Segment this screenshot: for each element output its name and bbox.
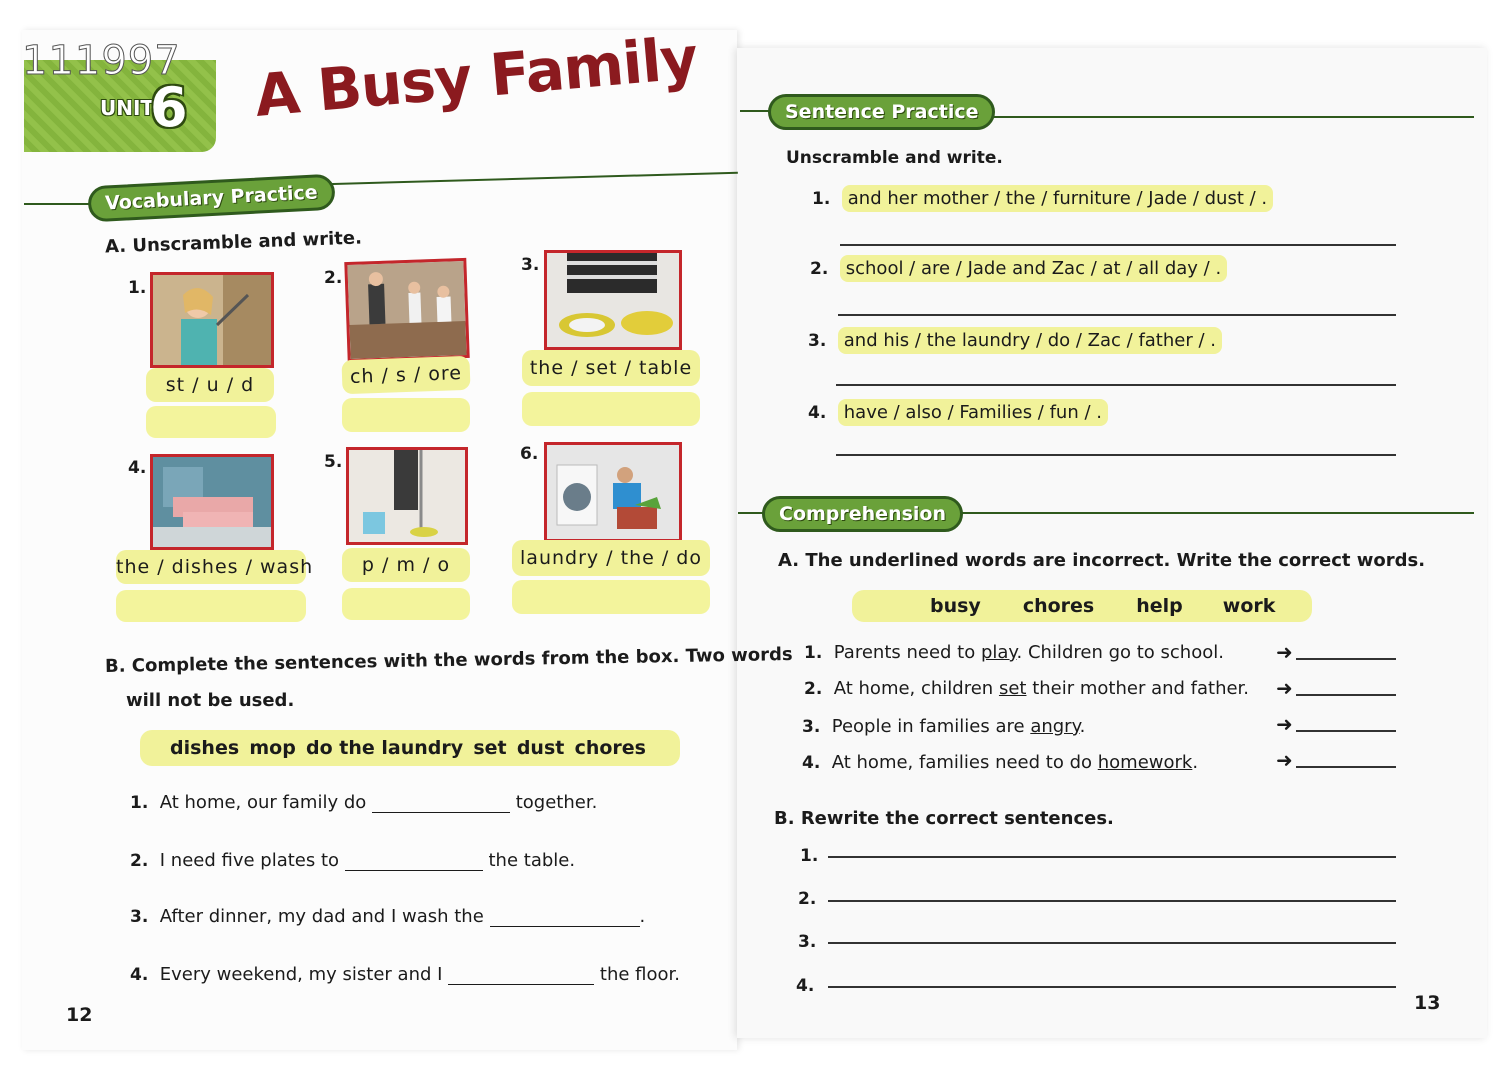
scramble-pill: the / dishes / wash	[116, 550, 306, 584]
word-box-item: do the laundry	[306, 737, 464, 759]
page-number-right: 13	[1414, 992, 1441, 1014]
item-number: 1.	[804, 643, 823, 663]
blank-field[interactable]	[372, 794, 510, 813]
write-line[interactable]	[838, 314, 1396, 316]
comprehension-sentence	[804, 642, 1224, 663]
sentence-number: 1.	[130, 793, 149, 813]
section-rule	[962, 116, 1474, 118]
write-line[interactable]	[840, 244, 1396, 246]
item-number: 2.	[810, 259, 829, 279]
item-number: 4.	[802, 753, 821, 773]
sentence-text: People in families are	[831, 716, 1031, 737]
vocabulary-practice-header: Vocabulary Practice	[87, 174, 335, 223]
blank-field[interactable]	[448, 966, 594, 985]
answer-line[interactable]	[1296, 694, 1396, 696]
section-rule	[740, 110, 770, 112]
unscramble-item	[808, 402, 1108, 423]
unscramble-item	[808, 330, 1222, 351]
photo-wash-dishes	[150, 454, 274, 550]
scramble-pill: p / m / o	[342, 548, 470, 582]
photo-mop	[346, 447, 468, 545]
page-title: A Busy Family	[252, 23, 700, 131]
sentence-text: . Children go to school.	[1016, 642, 1224, 663]
page-number-left: 12	[66, 1004, 93, 1026]
word-box-item: help	[1136, 595, 1183, 617]
sentence-text: I need five plates to	[159, 850, 340, 871]
sentence-line	[130, 964, 680, 985]
photo-set-table	[544, 250, 682, 350]
write-line[interactable]	[836, 384, 1396, 386]
sentence-number: 4.	[130, 965, 149, 985]
comprehension-sentence	[802, 716, 1085, 737]
word-box-item: dust	[516, 737, 565, 759]
item-number: 4.	[128, 458, 147, 478]
unit-label: UNIT	[100, 96, 155, 120]
part-b-heading-cont: will not be used.	[126, 690, 295, 711]
word-box-item: busy	[930, 595, 981, 617]
sentence-line	[130, 792, 597, 813]
unscramble-item	[812, 188, 1273, 209]
word-box-item: chores	[1022, 595, 1095, 617]
section-rule	[940, 512, 1474, 514]
arrow-icon: ➜	[1276, 712, 1293, 736]
part-a-heading: A. Unscramble and write.	[104, 227, 363, 258]
item-number: 4.	[808, 403, 827, 423]
unscramble-item	[810, 258, 1227, 279]
scramble-phrase: have / also / Families / fun / .	[838, 399, 1108, 426]
rewrite-number: 2.	[798, 889, 817, 909]
answer-field[interactable]	[522, 392, 700, 426]
watermark: 111997	[22, 38, 181, 84]
photo-dusting	[150, 272, 274, 368]
answer-line[interactable]	[1296, 730, 1396, 732]
sentence-text: At home, children	[833, 678, 999, 699]
unscramble-heading: Unscramble and write.	[786, 148, 1003, 168]
word-box-item: dishes	[170, 737, 240, 759]
sentence-line	[130, 906, 645, 927]
incorrect-word: set	[998, 678, 1027, 699]
item-number: 2.	[804, 679, 823, 699]
scramble-phrase: and his / the laundry / do / Zac / father / .	[838, 327, 1222, 354]
sentence-text: .	[1079, 716, 1086, 737]
comprehension-sentence	[804, 678, 1249, 699]
incorrect-word: play	[980, 642, 1017, 663]
scramble-pill: st / u / d	[146, 368, 274, 402]
word-box-item: work	[1222, 595, 1276, 617]
item-number: 1.	[812, 189, 831, 209]
sentence-text: .	[639, 906, 646, 927]
rewrite-line[interactable]	[828, 942, 1396, 944]
answer-field[interactable]	[342, 398, 470, 432]
sentence-text: .	[1192, 752, 1199, 773]
sentence-text: the table.	[488, 850, 576, 871]
item-number: 5.	[324, 452, 343, 472]
comprehension-word-box	[852, 590, 1312, 622]
item-number: 3.	[802, 717, 821, 737]
rewrite-line[interactable]	[828, 986, 1396, 988]
arrow-icon: ➜	[1276, 676, 1293, 700]
arrow-icon: ➜	[1276, 640, 1293, 664]
comprehension-sentence	[802, 752, 1198, 773]
unit-number: 6	[150, 76, 188, 139]
photo-laundry	[544, 442, 682, 542]
item-number: 1.	[128, 278, 147, 298]
part-b-heading: B. Complete the sentences with the words from the box. Two words	[104, 643, 793, 677]
rewrite-number: 3.	[798, 932, 817, 952]
sentence-text: After dinner, my dad and I wash the	[159, 906, 484, 927]
rewrite-number: 4.	[796, 976, 815, 996]
answer-field[interactable]	[116, 590, 306, 622]
comprehension-b-heading: B. Rewrite the correct sentences.	[774, 808, 1114, 829]
sentence-text: together.	[515, 792, 598, 813]
word-box-item: mop	[249, 737, 296, 759]
rewrite-line[interactable]	[828, 856, 1396, 858]
rewrite-line[interactable]	[828, 900, 1396, 902]
incorrect-word: homework	[1097, 752, 1193, 773]
sentence-text: At home, families need to do	[831, 752, 1098, 773]
scramble-pill: the / set / table	[522, 350, 700, 386]
write-line[interactable]	[836, 454, 1396, 456]
answer-line[interactable]	[1296, 658, 1396, 660]
word-box	[140, 730, 680, 766]
item-number: 6.	[520, 444, 539, 464]
scramble-pill: laundry / the / do	[512, 540, 710, 576]
sentence-text: their mother and father.	[1026, 678, 1250, 699]
item-number: 3.	[808, 331, 827, 351]
scramble-pill: ch / s / ore	[341, 356, 470, 394]
incorrect-word: angry	[1030, 716, 1080, 737]
scramble-phrase: and her mother / the / furniture / Jade / dust / .	[842, 185, 1273, 212]
comprehension-header: Comprehension	[762, 496, 963, 532]
answer-field[interactable]	[512, 580, 710, 614]
scramble-phrase: school / are / Jade and Zac / at / all day / .	[840, 255, 1227, 282]
sentence-number: 2.	[130, 851, 149, 871]
blank-field[interactable]	[490, 908, 640, 927]
sentence-line	[130, 850, 575, 871]
item-number: 3.	[521, 255, 540, 275]
word-box-item: set	[473, 737, 507, 759]
section-rule	[24, 203, 94, 205]
sentence-text: Every weekend, my sister and I	[159, 964, 443, 985]
arrow-icon: ➜	[1276, 748, 1293, 772]
photo-chores	[344, 258, 469, 362]
blank-field[interactable]	[345, 852, 483, 871]
answer-line[interactable]	[1296, 766, 1396, 768]
answer-field[interactable]	[146, 406, 276, 438]
item-number: 2.	[324, 268, 343, 288]
sentence-practice-header: Sentence Practice	[768, 94, 995, 130]
answer-field[interactable]	[342, 588, 470, 620]
rewrite-number: 1.	[800, 846, 819, 866]
sentence-text: Parents need to	[833, 642, 981, 663]
comprehension-a-heading: A. The underlined words are incorrect. Write the correct words.	[778, 550, 1426, 571]
sentence-text: At home, our family do	[159, 792, 367, 813]
sentence-text: the floor.	[599, 964, 681, 985]
sentence-number: 3.	[130, 907, 149, 927]
word-box-item: chores	[574, 737, 646, 759]
